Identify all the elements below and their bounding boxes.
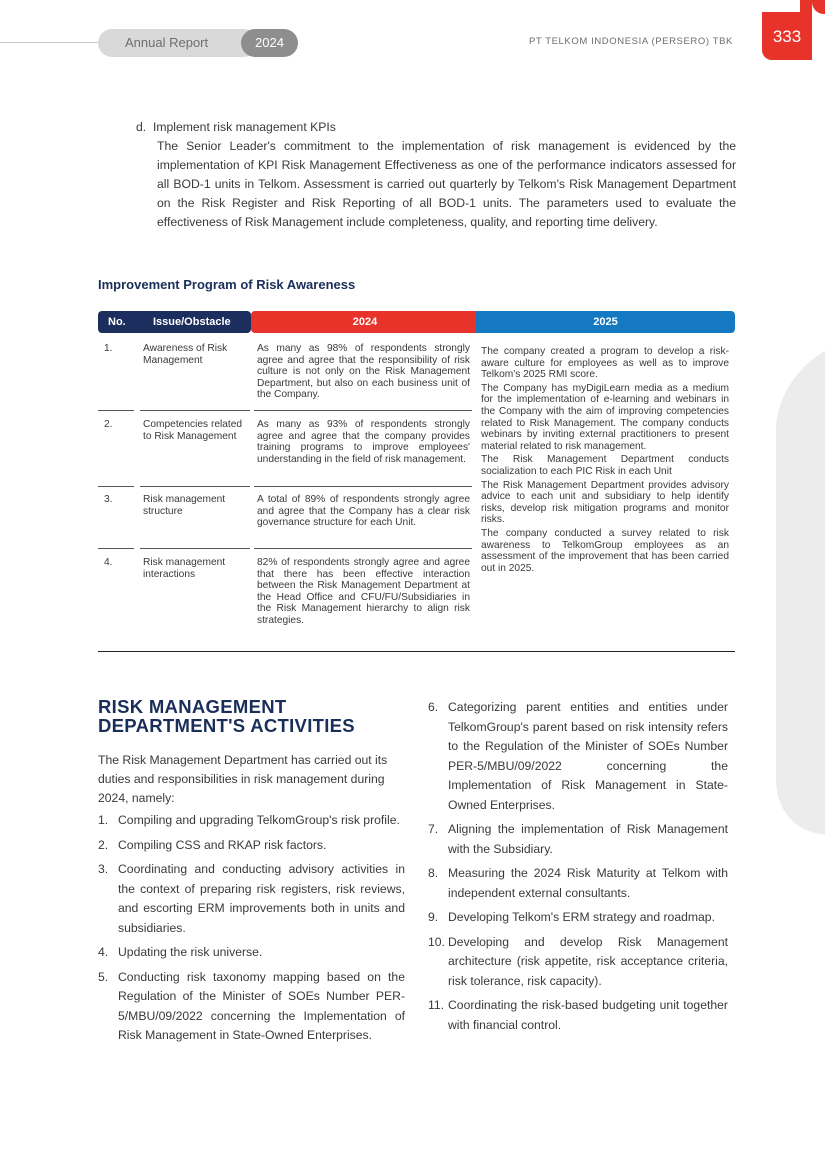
row-divider xyxy=(98,410,134,411)
header-rule xyxy=(0,42,110,43)
table-title: Improvement Program of Risk Awareness xyxy=(98,277,356,292)
item-body: The Senior Leader's commitment to the implementation of risk management is evidenced by the implementation of KPI Risk Management Effectiveness as one of the performance indicators assessed for all BOD-1 units in Telkom. Assessment is carried out quarterly by Telkom's Risk Management Department on the Risk Register and Risk Reporting of all BOD-1 units. The parameters used to evaluate the effectiveness of Risk Management include completeness, quality, and reporting time delivery. xyxy=(157,139,736,229)
program-2025-item: The Company has myDigiLearn media as a medium for the implementation of e-learning and webinars in the Company with the aim of improving competencies related to Risk Management. The company conducts webinars by inviting external practitioners to present material related to risk management. xyxy=(481,382,729,452)
row-1-no: 1. xyxy=(104,343,113,354)
row-divider xyxy=(98,486,134,487)
report-year: 2024 xyxy=(241,29,298,57)
list-item: 11. Coordinating the risk-based budgeting unit together with financial control. xyxy=(428,998,728,1032)
row-3-2024: A total of 89% of respondents strongly agree and agree that the Company has a clear risk governance structure for each Unit. xyxy=(257,494,470,529)
row-2-no: 2. xyxy=(104,419,113,430)
row-4-issue: Risk management interactions xyxy=(143,557,226,580)
activities-title: RISK MANAGEMENT DEPARTMENT'S ACTIVITIES xyxy=(98,696,355,736)
table-bottom-rule xyxy=(98,651,735,652)
program-2025-item: The Risk Management Department provides advisory advice to each unit and subsidiary to help identify risks, develop risk mitigation programs and monitor risks. xyxy=(481,479,729,526)
row-divider xyxy=(140,410,250,411)
activities-list-right xyxy=(428,698,728,1040)
row-2-2024: As many as 93% of respondents strongly agree and agree that the company provides training programs to improve employees' understanding in the field of risk management. xyxy=(257,419,470,465)
side-decoration xyxy=(776,340,825,850)
row-divider xyxy=(140,486,250,487)
header-2025: 2025 xyxy=(476,311,735,333)
page-tab-decoration xyxy=(812,0,825,14)
list-item: 5. Conducting risk taxonomy mapping based on the Regulation of the Minister of SOEs Number PER-5/MBU/09/2022 concerning the Implementation of Risk Management in State-Owned Enterprises. xyxy=(98,969,405,1042)
row-3-no: 3. xyxy=(104,494,113,505)
list-item: 8. Measuring the 2024 Risk Maturity at Telkom with independent external consultants. xyxy=(428,866,728,900)
list-item: 2. Compiling CSS and RKAP risk factors. xyxy=(98,837,327,852)
row-1-issue: Awareness of Risk Management xyxy=(143,343,228,366)
program-2025-item: The company created a program to develop a risk-aware culture for employees as well as to improve Telkom's 2025 RMI score. xyxy=(481,346,729,381)
list-item: 1. Compiling and upgrading TelkomGroup's risk profile. xyxy=(98,813,400,827)
program-2025-item: The Risk Management Department conducts socialization to each PIC Risk in each Unit xyxy=(481,454,729,477)
row-4-2024: 82% of respondents strongly agree and agree that there has been effective interaction between the Risk Management Department at the Head Office and CFU/FU/Subsidiaries in the Risk Management hierarchy to align risk strategies. xyxy=(257,557,470,626)
activities-intro: The Risk Management Department has carried out its duties and responsibilities in risk management during 2024, namely: xyxy=(98,753,388,805)
row-4-no: 4. xyxy=(104,557,113,568)
header-2024: 2024 xyxy=(251,311,479,333)
list-item: 9. Developing Telkom's ERM strategy and roadmap. xyxy=(428,910,715,924)
row-divider xyxy=(98,548,134,549)
row-3-issue: Risk management structure xyxy=(143,494,226,517)
header-issue: Issue/Obstacle xyxy=(138,311,251,333)
activities-list-left xyxy=(98,811,405,1051)
company-name: PT TELKOM INDONESIA (PERSERO) TBK xyxy=(528,36,733,47)
program-2025-item: The company conducted a survey related to risk awareness to TelkomGroup employees as an assessment of the improvement that has been carried out in 2025. xyxy=(481,527,729,574)
item-title: Implement risk management KPIs xyxy=(152,120,336,134)
list-item: 7. Aligning the implementation of Risk Management with the Subsidiary. xyxy=(428,822,728,856)
kpi-item xyxy=(136,118,736,232)
programs-2025 xyxy=(481,346,729,574)
item-marker: d. xyxy=(136,120,147,134)
row-divider xyxy=(254,410,472,411)
list-item: 10. Developing and develop Risk Management architecture (risk appetite, risk acceptance criteria, risk tolerance, risk capacity). xyxy=(428,934,728,988)
list-item: 4. Updating the risk universe. xyxy=(98,945,263,959)
header-no: No. xyxy=(98,311,138,333)
row-1-2024: As many as 98% of respondents strongly agree and agree that the responsibility of risk culture is not only on the Risk Management Department, but also on each business unit of the Company. xyxy=(257,343,470,401)
row-2-issue: Competencies related to Risk Management xyxy=(143,419,243,442)
list-item: 6. Categorizing parent entities and entities under TelkomGroup's parent based on risk intensity refers to the Regulation of the Minister of SOEs Number PER-5/MBU/09/2022 concerning the Implementation of Risk Management in State-Owned Enterprises. xyxy=(428,700,728,812)
list-item: 3. Coordinating and conducting advisory activities in the context of preparing risk registers, risk reviews, and escorting ERM improvements both in units and subsidiaries. xyxy=(98,862,405,935)
row-divider xyxy=(254,486,472,487)
report-label: Annual Report xyxy=(98,29,258,57)
page-number: 333 xyxy=(762,12,812,60)
row-divider xyxy=(254,548,472,549)
row-divider xyxy=(140,548,250,549)
